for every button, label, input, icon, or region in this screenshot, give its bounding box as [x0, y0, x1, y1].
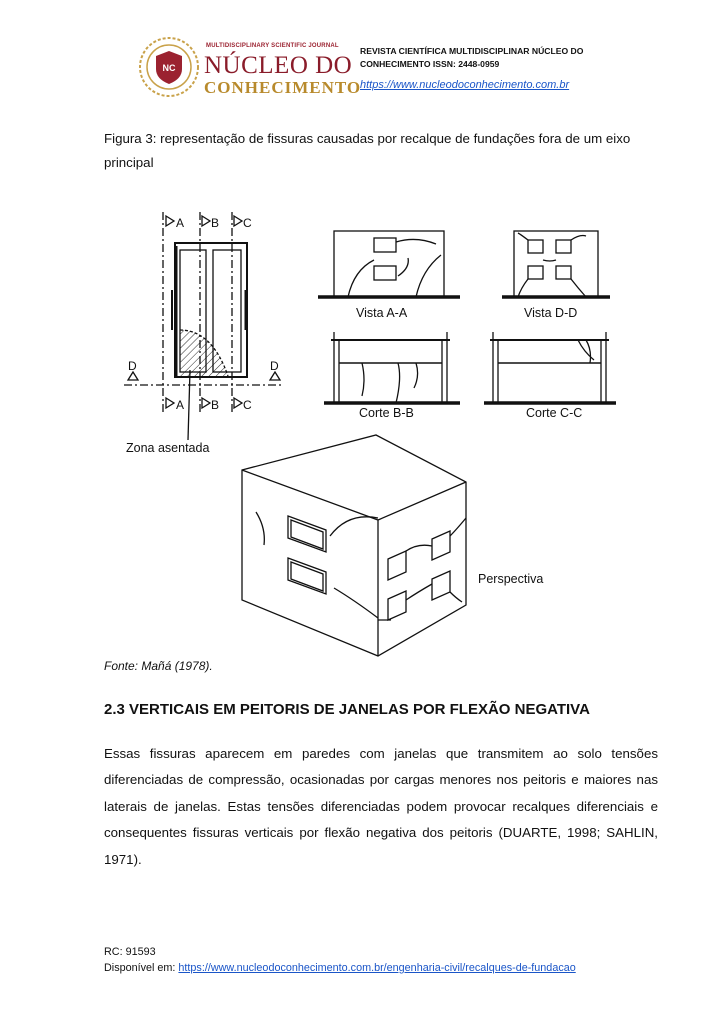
journal-title [360, 45, 583, 71]
section-heading: 2.3 VERTICAIS EM PEITORIS DE JANELAS POR FLEXÃO NEGATIVA [104, 701, 590, 718]
footer-rc: RC: 91593 [104, 946, 156, 958]
label-b-top: B [211, 216, 220, 230]
label-corte-cc: Corte C-C [526, 406, 583, 420]
label-vista-dd: Vista D-D [524, 306, 578, 320]
label-b-bottom: B [211, 398, 220, 412]
vista-dd-diagram [502, 231, 610, 297]
label-vista-aa: Vista A-A [356, 306, 408, 320]
label-zona-asentada: Zona asentada [126, 441, 210, 455]
label-d-left: D [128, 359, 137, 373]
plan-view [124, 212, 282, 412]
label-a-bottom: A [176, 398, 185, 412]
label-c-top: C [243, 216, 252, 230]
brand-tagline: MULTIDISCIPLINARY SCIENTIFIC JOURNAL [206, 43, 339, 49]
figure-source: Fonte: Mañá (1978). [104, 659, 213, 673]
footer-url-link[interactable]: https://www.nucleodoconhecimento.com.br/engenharia-civil/recalques-de-fundacao [178, 962, 576, 974]
footer-available-label: Disponível em: [104, 962, 176, 974]
perspective-diagram [242, 435, 466, 656]
brand-name-line2: CONHECIMENTO [204, 78, 362, 97]
label-d-right: D [270, 359, 279, 373]
fissure-figure [116, 200, 616, 660]
journal-title-line1: REVISTA CIENTÍFICA MULTIDISCIPLINAR NÚCLEO DO [360, 46, 584, 56]
corte-cc-diagram [484, 332, 616, 403]
seal-text: NC [162, 63, 176, 73]
figure-caption: Figura 3: representação de fissuras causadas por recalque de fundações fora de um eixo principal [104, 131, 631, 170]
journal-title-line2: CONHECIMENTO ISSN: 2448-0959 [360, 59, 500, 69]
label-c-bottom: C [243, 398, 252, 412]
journal-header [138, 34, 658, 106]
section-paragraph: Essas fissuras aparecem em paredes com janelas que transmitem ao solo tensões diferenciadas de compressão, ocasionadas por cargas menores nos peitoris e maiores nas laterais de janelas. Estas tensões diferenciadas podem provocar recalques diferenciais e consequentes fissuras verticais por flexão negativa dos peitoris (DUARTE, 1998; SAHLIN, 1971). [104, 746, 658, 867]
seal-logo-icon [138, 36, 200, 98]
corte-bb-diagram [324, 332, 460, 403]
journal-url-link[interactable]: https://www.nucleodoconhecimento.com.br [360, 79, 570, 91]
label-perspectiva: Perspectiva [478, 572, 544, 586]
label-corte-bb: Corte B-B [359, 406, 414, 420]
label-a-top: A [176, 216, 185, 230]
brand-name-line1: NÚCLEO DO [204, 52, 353, 79]
footer-available [104, 960, 576, 976]
vista-aa-diagram [318, 231, 460, 297]
page-footer [104, 944, 576, 976]
